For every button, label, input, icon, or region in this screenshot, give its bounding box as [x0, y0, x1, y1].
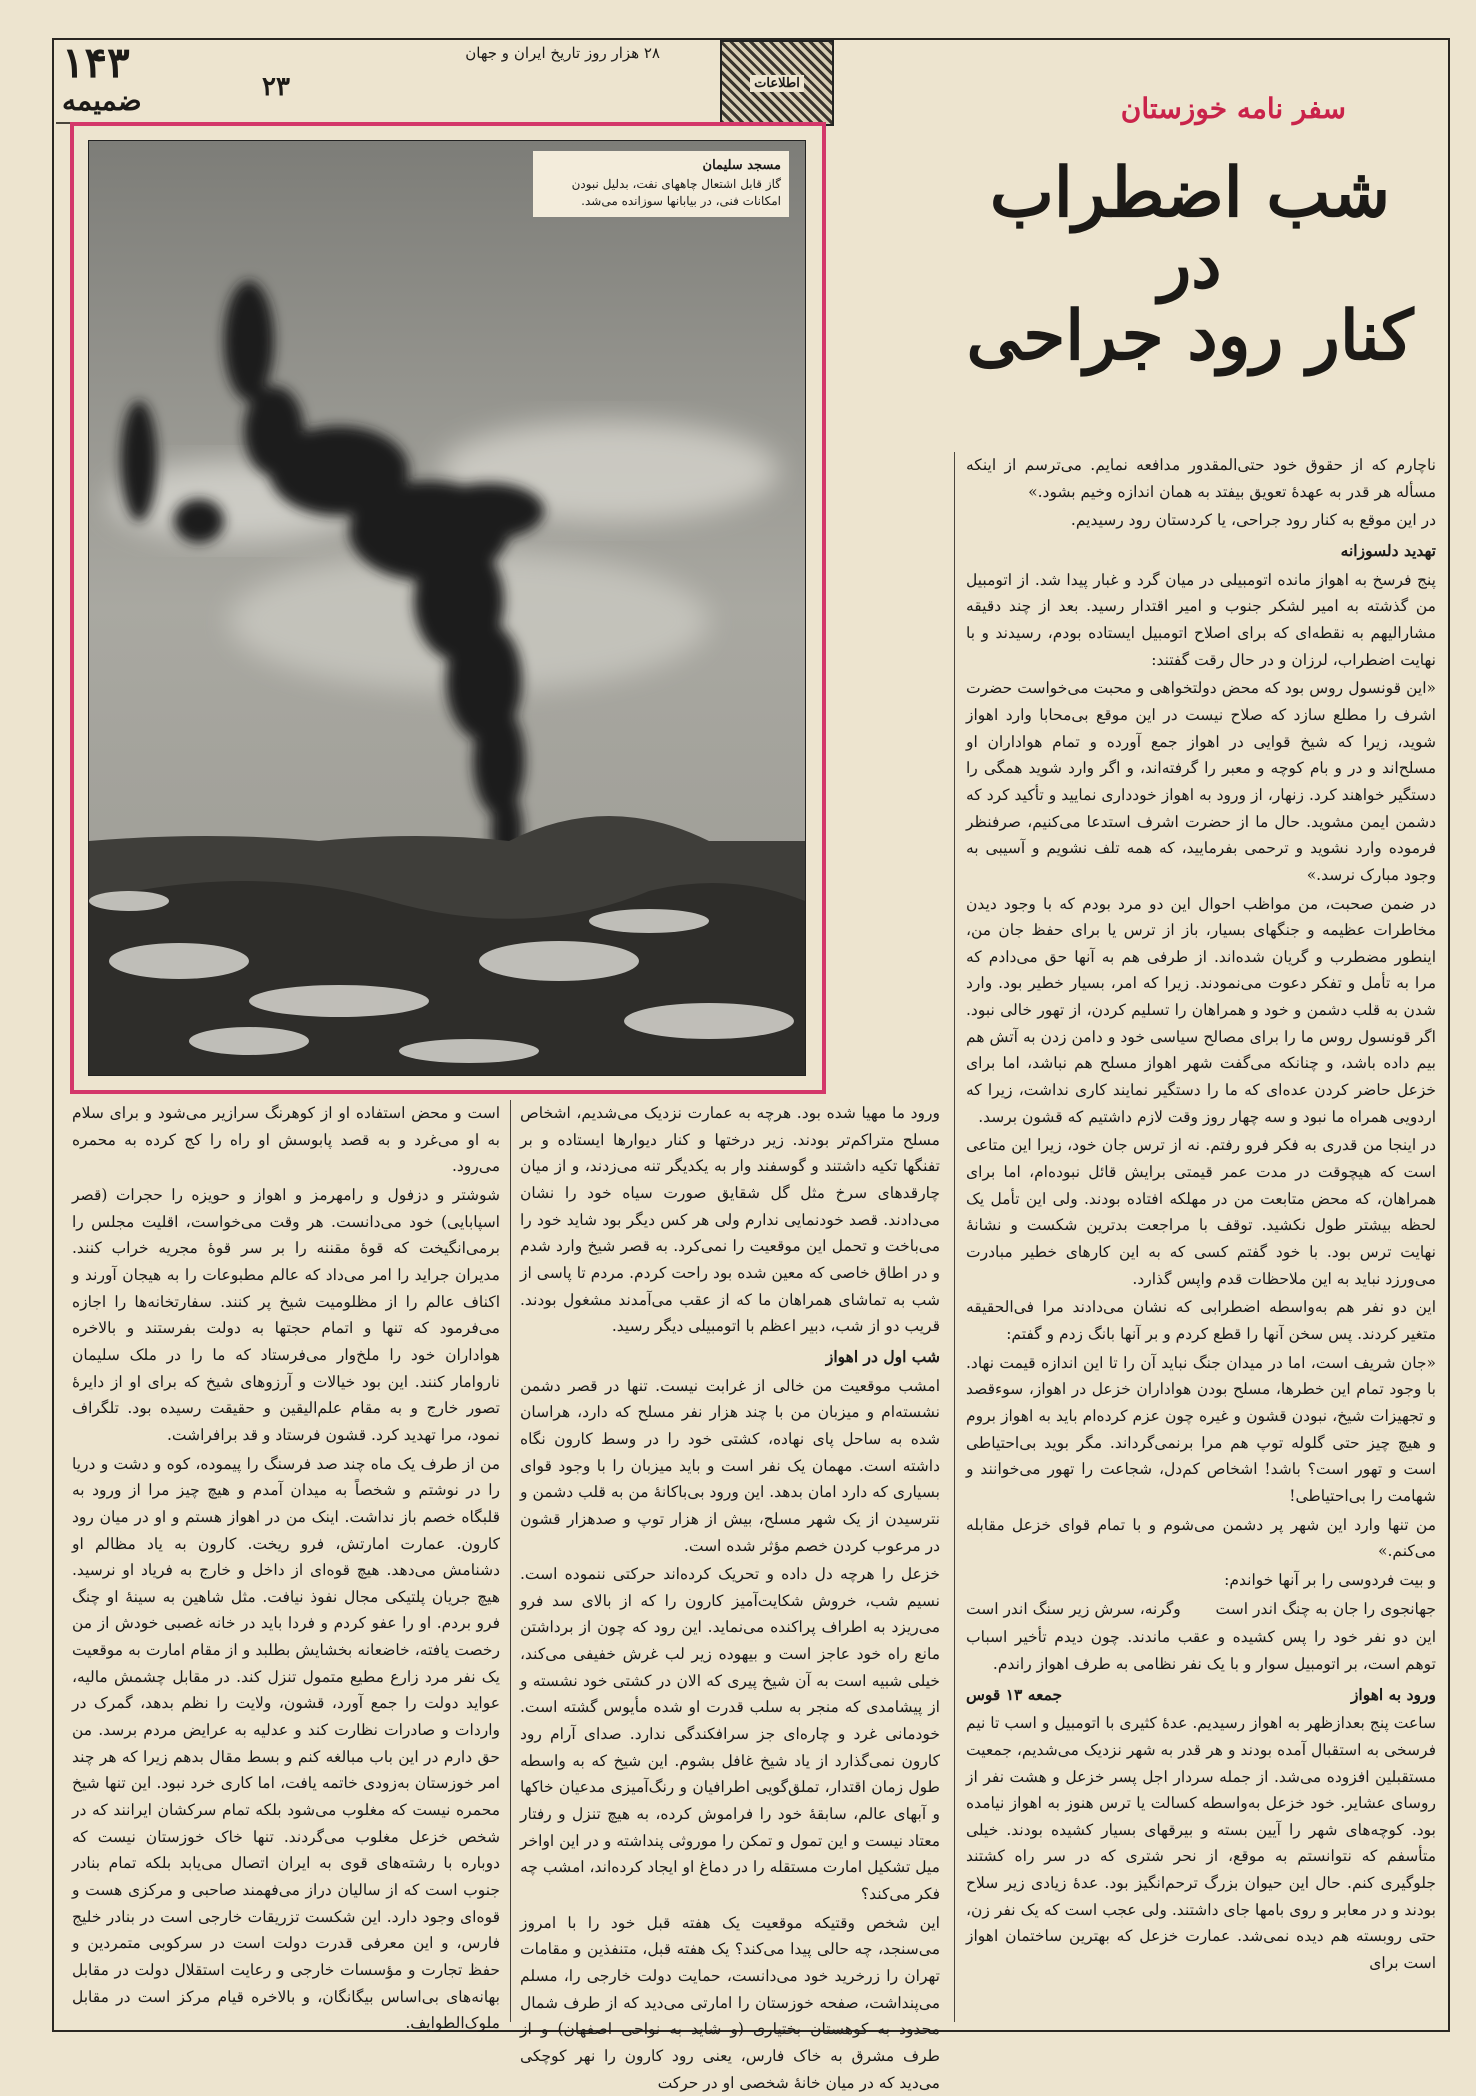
- paragraph: پنج فرسخ به اهواز مانده اتومبیلی در میان گرد و غبار پیدا شد. از اتومبیل من گذشته به امیر لشکر جنوب و امیر اقتدار رسید. بعد از چند دقیقه مشارالیهم به نقطه‌ای که برای اصلاح اتومبیل ایستاده بودم، رسیدند و با نهایت اضطراب، لرزان و در حال رقت گفتند:: [966, 570, 1436, 669]
- photo-frame: [70, 122, 826, 1094]
- column-2: [520, 1100, 940, 2092]
- series-title: ۲۸ هزار روز تاریخ ایران و جهان: [465, 44, 660, 62]
- headline: [960, 153, 1420, 376]
- paragraph: من تنها وارد این شهر پر دشمن می‌شوم و با تمام قوای خزعل مقابله می‌کنم.»: [966, 1515, 1436, 1561]
- column-rule: [510, 1100, 511, 2022]
- column-3: [72, 1100, 500, 2033]
- subheading: تهدید دلسوزانه: [1340, 540, 1436, 560]
- paragraph: در ضمن صحبت، من مواظب احوال این دو مرد بودم که با وجود دیدن مخاطرات عظیمه و جنگهای بسیار، باز از ترس یا برای حفظ جان من، اینطور مضطرب و گریان شده‌اند. از طرفی هم به آنها حق می‌دادم که مرا به تأمل و تفکر دعوت می‌نمودند. زیرا که امر، بسیار خطیر بود. وارد شدن به قلب دشمن و خود و همراهان را تسلیم کردن، از تهور خالی نبود. اگر قونسول روس ما را برای مصالح سیاسی خود و دامن زدن به آتش هم بیم داده باشد، و چنانکه می‌گفت شهر اهواز مسلح هم نباشد، اما برای خزعل حاضر کردن عده‌ای که ما را دستگیر نمایند کاری نداشت، زیرا که اردویی همراه ما نبود و سه چهار روز وقت لازم داشتیم که قشون برسد.: [966, 894, 1436, 1126]
- paragraph: امشب موقعیت من خالی از غرابت نیست. تنها در قصر دشمن نشسته‌ام و میزبان من با چند هزار نفر مسلح که دارد، هراسان شده به ساحل پای نهاده، کشتی خود را در وسط کارون نگاه داشته است. مهمان یک نفر است و باید میزبان را با وجود قوای بسیاری که دارد امان بدهد. این ورود بی‌باکانهٔ من به قلب دشمن و نترسیدن از یک شهر مسلح، بیش از هزار توپ و صدهزار قشون در مرعوب کردن خصم مؤثر شده است.: [520, 1376, 940, 1555]
- smoke-plume-photo: [89, 141, 805, 1075]
- paragraph: در این موقع به کنار رود جراحی، یا کردستان رود رسیدیم.: [1070, 511, 1436, 530]
- paragraph: من از طرف یک ماه چند صد فرسنگ را پیموده، کوه و دشت و دریا را در نوشتم و شخصاً به میدان آمدم و هیچ چیز مرا از ورود به قلبگاه خصم باز نداشت. اینک من در اهواز هستم و او در میان رود کارون. عمارت امارتش، فرو ریخت. کارون به یاد مظالم او دشنامش می‌دهد. هیچ قوه‌ای از داخل و خارج به فریاد او نرسید. هیچ جریان پلتیکی مجال نفوذ نیافت. مثل شاهین به سینهٔ او چنگ فرو بردم. او را عفو کردم و فردا باید در خانه غصبی خودش از من رخصت یافته، خاضعانه بخشایش بطلبد و از مقام امارت به موقعیت یک نفر مرد زارع مطیع متمول تنزل کند. در مقابل چشمش مالیه، عواید دولت را جمع آورد، قشون، ولایت را نظم بدهد، گمرک در واردات و صادرات نظارت کند و عدلیه به عرایض مردم برسد. من حق دارم در این باب مبالغه کنم و بسط مقال بدهم زیرا که هر چند امر خوزستان به‌زودی خاتمه یافت، اما کاری خرد نبود. این تنها شیخ محمره نیست که مغلوب می‌شود بلکه تمام سرکشان ایرانند که در شخص خزعل مغلوب می‌گردند. تنها خاک خوزستان نیست که دوباره با رشته‌های قوی به ایران اتصال می‌یابد بلکه تمام بنادر جنوب است که از سالیان دراز می‌فهمند صاحبی و مرکزی هست و قوه‌ای وجود دارد. این شکست تزریقات خارجی است در بنادر خلیج فارس، و این معرفی قدرت دولت است در سرکوبی متمردین و حفظ تجارت و مؤسسات خارجی و رعایت استقلال دولت در مقابل بهانه‌های بی‌اساس بیگانگان، و بالاخره قیام مرکز است در مقابل ملوک‌الطوایف.: [72, 1454, 500, 2033]
- caption-title: مسجد سلیمان: [702, 158, 781, 173]
- subheading: شب اول در اهواز: [825, 1346, 940, 1366]
- subheading-date: جمعه ۱۳ قوس: [966, 1684, 1063, 1704]
- headline-line-1: شب اضطراب: [989, 153, 1391, 233]
- paragraph: این دو نفر خود را پس کشیده و عقب ماندند. چون دیدم تأخیر اسباب توهم است، بر اتومبیل سوار و با یک نفر نظامی به طرف اهواز راندم.: [966, 1628, 1436, 1673]
- paragraph: این شخص وقتیکه موقعیت یک هفته قبل خود را با امروز می‌سنجد، چه حالی پیدا می‌کند؟ یک هفته قبل، متنفذین و مقامات تهران را زرخرید خود می‌دانست، حمایت دولت خارجی را، مسلم می‌پنداشت، صفحه خوزستان را امارتی می‌دید که از طرف شمال محدود به کوهستان بختیاری (و شاید به نواحی اصفهان) و از طرف مشرق به خاک فارس، یعنی رود کارون را نهر کوچکی می‌دید که در میان خانهٔ شخصی او در حرکت: [520, 1913, 940, 2092]
- paragraph: «این قونسول روس بود که محض دولتخواهی و محبت می‌خواست حضرت اشرف را مطلع سازد که صلاح نیست در این موقع بی‌محابا وارد اهواز شوید، زیرا که شیخ قوایی در اهواز جمع آورده و تمام هواداران او مسلح‌اند و در و بام کوچه و معبر را گرفته‌اند، و اگر وارد شوید همگی را دستگیر خواهند کرد. زنهار، از ورود به اهواز خودداری نمایید و تأکید کرد که دشمن ایمن مشوید. حال ما از حضرت اشرف استدعا می‌کنیم، صرفنظر فرموده وارد نشوید و ترحمی بفرمایید، که همه تلف نشویم و آسیبی به وجود مبارک نرسد.»: [966, 679, 1436, 884]
- section-title: سفر نامه خوزستان: [1120, 92, 1346, 125]
- verse-hemistich-2: وگرنه، سرش زیر سنگ اندر است: [966, 1599, 1181, 1618]
- logo-text: اطلاعات: [750, 75, 804, 92]
- newspaper-logo: [720, 40, 834, 126]
- paragraph: در اینجا من قدری به فکر فرو رفتم. نه از ترس جان خود، زیرا این متاعی است که هیچوقت در مدت عمر قیمتی برایش قائل نبوده‌ام، اما برای همراهان، که محض متابعت من در مهلکه افتاده بودند. ولی این تأمل یک لحظه بیشتر طول نکشید. توقف با مراجعت بدترین شکست و نشانهٔ نهایت ترس بود. با خود گفتم کسی که به این کارهای خطیر مبادرت می‌ورزد نباید به این ملاحظات قدم واپس گذارد.: [966, 1136, 1436, 1288]
- paragraph: شوشتر و دزفول و رامهرمز و اهواز و حویزه را حجرات (قصر اسپابایی) خود می‌دانست. هر وقت می‌خواست، اقلیت مجلس را برمی‌انگیخت که قوهٔ مقننه را بر سر قوهٔ مجریه خراب کنند. مدیران جراید را امر می‌داد که عالم مطبوعات را به هیجان آورند و اکناف عالم را از مظلومیت شیخ پر کنند. سفارتخانه‌ها را اجازه می‌فرمود که تنها و اتمام حجتها به دولت بفرستند و بالاخره هواداران خود را ملخ‌وار می‌فرستاد که ما را در ملک سلیمان ناروامار کنند. این بود خیالات و آرزوهای شیخ که برای او از دایرهٔ تصور خارج و به مقام علم‌الیقین و حقیقت رسیده بود. تلگراف نمود، مرا تهدید کرد. قشون فرستاد و قد برافراشت.: [72, 1185, 500, 1444]
- column-1: [966, 452, 1436, 2028]
- paragraph: و بیت فردوسی را بر آنها خواندم:: [1224, 1570, 1436, 1589]
- subheading: [966, 1682, 1436, 1709]
- headline-line-2: در: [1158, 224, 1222, 305]
- headline-line-3: کنار رود جراحی: [966, 295, 1414, 376]
- paragraph: ناچارم که از حقوق خود حتی‌المقدور مدافعه نمایم. می‌ترسم از اینکه مسأله هر قدر به عهدهٔ تعویق بیفتد به همان اندازه وخیم بشود.»: [966, 456, 1436, 501]
- photo: [88, 140, 806, 1076]
- paragraph: ورود ما مهیا شده بود. هرچه به عمارت نزدیک می‌شدیم، اشخاص مسلح متراکم‌تر بودند. زیر درختها و کنار دیوارها ایستاده و بر تفنگها تکیه داشتند و گوسفند وار به یکدیگر تنه می‌زدند، و از میان چارقدهای سرخ مثل گل شقایق صورت سیاه خود را نشان می‌دادند. قصد خودنمایی ندارم ولی هر کس دیگر بود شاید خود را می‌باخت و تحمل این موقعیت را نمی‌کرد. به قصر شیخ وارد شدم و در اطاق خاصی که معین شده بود راحت کردم. مردم تا پاسی از شب به تماشای همراهان ما که از عقب می‌آمدند مشغول بودند. قریب دو از شب، دبیر اعظم با اتومبیلی دیگر رسید.: [520, 1104, 940, 1336]
- paragraph: «جان شریف است، اما در میدان جنگ نباید آن را تا این اندازه قیمت نهاد. با وجود تمام این خطرها، مسلح بودن هواداران خزعل در اهواز، سوءقصد و تجهیزات شیخ، نبودن قشون و غیره چون عزم کرده‌ام باید به اهواز بروم و هیچ چیز حتی گلوله توپ هم مرا برنمی‌گرداند. مگر بوید بی‌احتیاطی است و تهور است؟ باشد! اشخاص کم‌دل، شجاعت را تهور می‌خوانند و شهامت را بی‌احتیاطی!: [966, 1353, 1436, 1505]
- page-number: ۱۴۳: [62, 38, 130, 87]
- page-number-small: ۲۳: [262, 72, 290, 102]
- paragraph: است و محض استفاده او از کوهرنگ سرازیر می‌شود و برای سلام به او می‌غرد و به قصد پابوسش او راه را کج کرده به محمره می‌رود.: [72, 1104, 500, 1176]
- photo-caption: [533, 151, 789, 217]
- verse-hemistich-1: جهانجوی را جان به چنگ اندر است: [1215, 1599, 1436, 1618]
- caption-text: گاز قابل اشتعال چاههای نفت، بدلیل نبودن امکانات فنی، در بیابانها سوزانده می‌شد.: [571, 176, 781, 209]
- subheading-title: ورود به اهواز: [1350, 1684, 1436, 1704]
- paragraph: ساعت پنج بعدازظهر به اهواز رسیدیم. عدهٔ کثیری با اتومبیل و اسب تا نیم فرسخی به استقبال آمده بودند و هر قدر به شهر نزدیک می‌شدیم، جمعیت مستقبلین افزوده می‌شد. از جمله سردار اجل پسر خزعل و هشت نفر از روسای عشایر. خود خزعل به‌واسطه کسالت یا ترس هنوز به اهواز نیامده بود. کوچه‌های شهر را آیین بسته و بیرقهای بسیار کشیده بودند. خیلی متأسفم که نتوانستم به موقع، از نحر شتری که در سر راه کشتند جلوگیری کنم. حال این حیوان بزرگ ترحم‌انگیز بود. عدهٔ زیادی زیر سلاح بودند و در معابر و روی بامها جای داشتند. ولی عجب است که یک نفر زن، حتی روبسته هم دیده نمی‌شد. عمارت خزعل که بهترین ساختمان اهواز است برای: [966, 1714, 1436, 1973]
- column-rule: [954, 452, 955, 2022]
- verse: [966, 1596, 1436, 1623]
- paragraph: خزعل را هرچه دل داده و تحریک کرده‌اند حرکتی ننموده است. نسیم شب، خروش شکایت‌آمیز کارون را که از بالای سد فرو می‌ریزد به اطراف پراکنده می‌نماید. این رود که چون از برداشتن مانع راه خود عاجز است و بیهوده زیر لب غرش خفیفی می‌کند، خیلی شبیه است به آن شیخ پیری که الان در کشتی خود نشسته و از پیشامدی که منجر به سلب قدرت او شده مأیوس گشته است. خودمانی غرد و چاره‌ای جز سرافکندگی ندارد. صدای آرام رود کارون نمی‌گذارد از یاد شیخ غافل بشوم. این شیخ که به واسطه طول زمان اقتدار، تملق‌گویی اطرافیان و رنگ‌آمیزی مدعیان خاکها و آبهای عالم، سابقهٔ خود را فراموش کرده، به هیچ تنزل و رفتار معتاد نیست و این تمول و تمکن را موروثی پنداشته و در این اواخر میل تشکیل امارت مستقله را در دماغ او ایجاد کرده‌اند، امشب چه فکر می‌کند؟: [520, 1565, 940, 1904]
- supplement-label: ضمیمه: [62, 84, 142, 117]
- paragraph: این دو نفر هم به‌واسطه اضطرابی که نشان می‌دادند مرا فی‌الحقیقه متغیر کردند. پس سخن آنها را قطع کردم و بر آنها بانگ زدم و گفتم:: [966, 1298, 1436, 1343]
